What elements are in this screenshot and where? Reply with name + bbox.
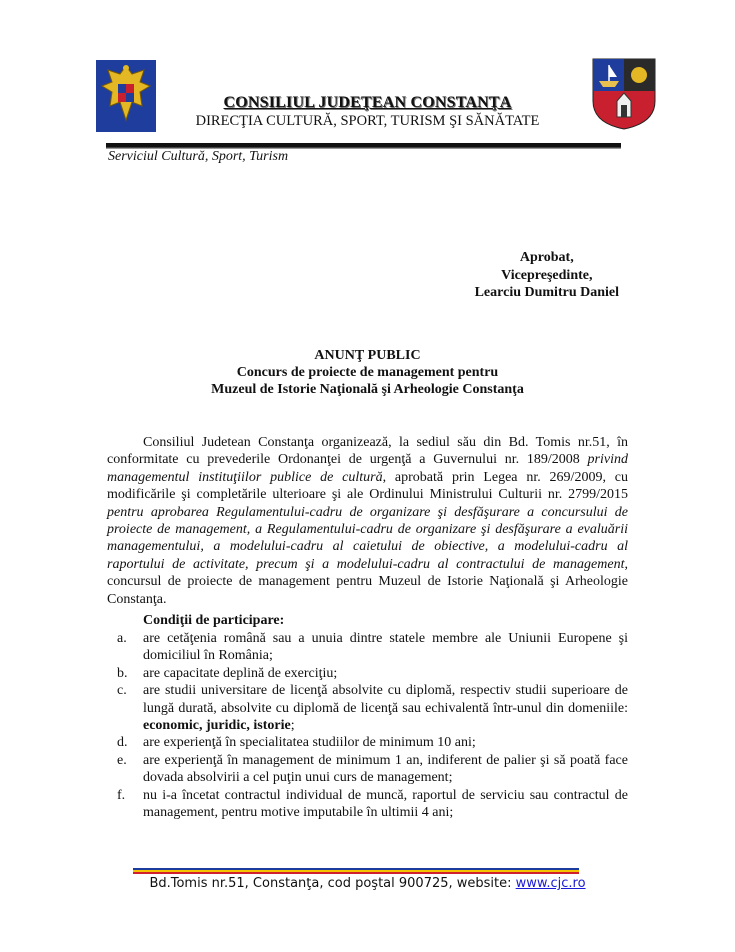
list-item-text: are cetăţenia română sau a unuia dintre statele membre ale Uniunii Europene şi domiciliul în România;	[143, 631, 628, 664]
list-item-text: nu i-a încetat contractul individual de muncă, raportul de serviciu sau contractul de management, pentru motive imputabile în ultimii 4 ani;	[143, 787, 628, 821]
list-item	[107, 787, 628, 822]
list-item-text: ;	[290, 718, 295, 734]
conditions-heading: Condiţii de participare:	[143, 613, 285, 628]
announcement-subtitle: Muzeul de Istorie Naţională şi Arheologie Constanţa	[211, 382, 524, 397]
list-marker: e.	[117, 752, 127, 768]
list-item-text: are experienţă în management de minimum 1 an, indiferent de palier şi să poată face dovada absolvirii a cel puţin unui curs de management;	[143, 752, 628, 786]
list-marker: b.	[117, 665, 128, 681]
conditions-list	[107, 630, 628, 821]
list-marker: c.	[117, 683, 127, 699]
approval-block	[475, 249, 619, 302]
list-item	[107, 630, 628, 665]
list-item	[107, 665, 628, 682]
tricolor-stripe-red	[133, 872, 579, 874]
list-item-bold: economic, juridic, istorie	[143, 718, 291, 734]
body-text-italic: privind managementul instituţiilor publice de cultură	[107, 452, 628, 485]
footer-address-text: Bd.Tomis nr.51, Constanţa, cod poştal 900725, website:	[149, 876, 516, 891]
list-item	[107, 752, 628, 787]
footer-tricolor-divider	[133, 868, 579, 874]
list-marker: d.	[117, 735, 128, 751]
list-marker: f.	[117, 787, 126, 803]
list-item	[107, 734, 628, 751]
approval-signatory: Learciu Dumitru Daniel	[474, 285, 619, 300]
directorate-name: DIRECŢIA CULTURĂ, SPORT, TURISM ŞI SĂNĂTATE	[195, 113, 540, 129]
list-marker: a.	[117, 631, 127, 646]
list-item	[107, 682, 628, 734]
footer-address	[0, 876, 735, 891]
approval-label: Aprobat,	[519, 250, 574, 265]
body-text: , concursul de proiecte de management pentru Muzeul de Istorie Naţională şi Arheologie Constanţa.	[107, 556, 628, 607]
organization-name: CONSILIUL JUDEŢEAN CONSTANŢA	[223, 94, 512, 111]
body-text: , aprobată prin Legea nr. 269/2009, cu modificările şi completările ulterioare şi ale Ordinului Ministrului Culturii nr. 2799/2015	[107, 469, 628, 503]
list-item-text: are studii universitare de licenţă absolvite cu diplomă, respectiv studii superioare de lungă durată, absolvite cu diplomă de licenţă sau echivalentă într-unul din domeniile:	[143, 683, 628, 716]
approval-role: Vicepreşedinte,	[501, 267, 593, 283]
body-paragraph	[107, 434, 628, 608]
website-link[interactable]: www.cjc.ro	[515, 876, 586, 891]
body-text: Consiliul Judetean Constanţa organizează, la sediul său din Bd. Tomis nr.51, în conformitate cu prevederile Ordonanţei de urgenţă a Guvernului nr. 189/2008	[107, 435, 628, 468]
announcement-title: ANUNŢ PUBLIC	[314, 348, 421, 363]
header-divider	[106, 143, 621, 148]
announcement-heading	[0, 347, 735, 398]
list-item-text: are capacitate deplină de exerciţiu;	[143, 665, 338, 681]
list-item-text: are experienţă în specialitatea studiilor de minimum 10 ani;	[143, 735, 476, 751]
announcement-subtitle: Concurs de proiecte de management pentru	[236, 365, 499, 380]
body-text-italic: pentru aprobarea Regulamentului-cadru de organizare şi desfăşurare a concursului de proiecte de management, a Regulamentului-cadru de organizare şi desfăşurare a evaluării managementului, a modelului-cadru al caietului de obiective, a modelului-cadru al raportului de activitate, precum şi a modelului-cadru al contractului de management	[107, 504, 628, 572]
service-name: Serviciul Cultură, Sport, Turism	[108, 149, 289, 164]
